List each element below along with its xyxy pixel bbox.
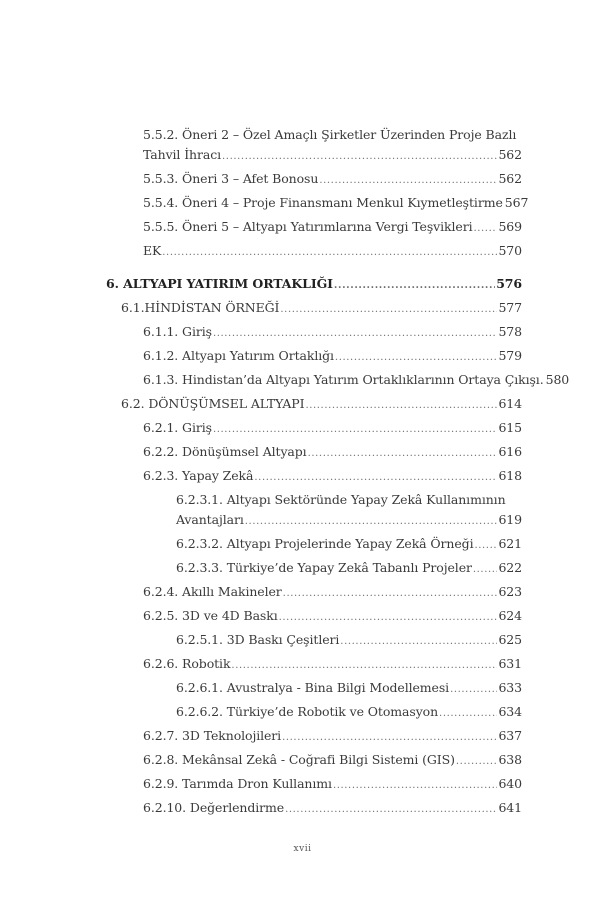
dot-leader (254, 470, 497, 486)
toc-entry-title: EK (143, 243, 162, 258)
toc-entry[interactable] (143, 420, 522, 438)
toc-entry-title: 6.2.4. Akıllı Makineler (143, 584, 282, 599)
toc-entry[interactable] (176, 704, 522, 722)
dot-leader (474, 538, 497, 554)
toc-entry-page: 580 (545, 372, 570, 387)
toc-entry-title-line1: 5.5.2. Öneri 2 – Özel Amaçlı Şirketler Üzerinden Proje Bazlı (143, 127, 517, 142)
toc-entry-title: 5.5.5. Öneri 5 – Altyapı Yatırımlarına Vergi Teşvikleri (143, 219, 473, 234)
toc-entry[interactable] (143, 584, 522, 602)
dot-leader (319, 173, 497, 189)
dot-leader (222, 149, 497, 165)
toc-entry[interactable] (143, 656, 522, 674)
dot-leader (213, 326, 498, 342)
toc-entry[interactable] (106, 276, 522, 294)
toc-entry-title-line1: 6.2.3.1. Altyapı Sektöründe Yapay Zekâ Kullanımının (176, 492, 506, 507)
page-number: xvii (293, 844, 312, 854)
dot-leader (333, 778, 498, 794)
toc-entry-page: 637 (498, 728, 522, 743)
dot-leader (439, 706, 497, 722)
toc-entry[interactable] (143, 468, 522, 486)
toc-entry-title: 6.2.6.2. Türkiye’de Robotik ve Otomasyon (176, 704, 439, 719)
dot-leader (245, 514, 498, 530)
dot-leader (473, 221, 497, 237)
toc-entry[interactable] (176, 492, 522, 530)
toc-entry[interactable] (176, 536, 522, 554)
toc-entry-title: 6.2.7. 3D Teknolojileri (143, 728, 282, 743)
toc-entry-page: 625 (498, 632, 522, 647)
toc-entry[interactable] (143, 348, 522, 366)
toc-entry-title: 6.2.6.1. Avustralya - Bina Bilgi Modellemesi (176, 680, 450, 695)
toc-entry[interactable] (143, 195, 529, 213)
toc-entry-page: 562 (498, 147, 522, 162)
toc-entry[interactable] (143, 444, 522, 462)
dot-leader (213, 422, 498, 438)
dot-leader (450, 682, 497, 698)
toc-entry-page: 562 (498, 171, 522, 186)
toc-entry-page: 618 (498, 468, 522, 483)
toc-entry[interactable] (176, 560, 522, 578)
toc-entry-page: 567 (504, 195, 529, 210)
toc-entry-page: 579 (498, 348, 522, 363)
toc-entry-title: 6.1.2. Altyapı Yatırım Ortaklığı (143, 348, 334, 363)
toc-entry-title: 6.2.2. Dönüşümsel Altyapı (143, 444, 307, 459)
toc-entry-title: 6.2.9. Tarımda Dron Kullanımı (143, 776, 332, 791)
toc-entry-title: 6.2.3. Yapay Zekâ (143, 468, 254, 483)
toc-entry-page: 578 (498, 324, 522, 339)
dot-leader (285, 802, 497, 818)
toc-entry[interactable] (143, 728, 522, 746)
dot-leader (305, 398, 497, 414)
dot-leader (282, 730, 497, 746)
toc-entry-page: 616 (498, 444, 522, 459)
toc-entry-title: 6.2.5.1. 3D Baskı Çeşitleri (176, 632, 340, 647)
toc-entry-page: 569 (498, 219, 522, 234)
toc-entry[interactable] (143, 372, 570, 390)
toc-entry-title: 6.2.3.2. Altyapı Projelerinde Yapay Zekâ Örneği (176, 536, 474, 551)
dot-leader (279, 610, 498, 626)
toc-entry-page: 621 (498, 536, 522, 551)
toc-entry[interactable] (176, 632, 522, 650)
toc-entry-title: 6.2.1. Giriş (143, 420, 212, 435)
toc-entry[interactable] (121, 396, 522, 414)
toc-entry[interactable] (121, 300, 522, 318)
dot-leader (308, 446, 498, 462)
toc-entry[interactable] (143, 219, 522, 237)
dot-leader (340, 634, 497, 650)
toc-entry-title: 6.2.6. Robotik (143, 656, 231, 671)
toc-entry-title: Avantajları (176, 512, 244, 527)
toc-entry[interactable] (143, 243, 522, 261)
toc-entry-page: 614 (498, 396, 522, 411)
toc-entry-page: 577 (498, 300, 522, 315)
toc-entry[interactable] (143, 127, 522, 165)
toc-entry-title: 6.2. DÖNÜŞÜMSEL ALTYAPI (121, 396, 305, 411)
dot-leader (283, 586, 498, 602)
toc-entry-page: 570 (498, 243, 522, 258)
toc-entry-page: 634 (498, 704, 522, 719)
toc-entry-page: 576 (496, 276, 522, 291)
toc-entry-page: 622 (498, 560, 522, 575)
dot-leader (473, 562, 498, 578)
toc-entry-title: 6.2.3.3. Türkiye’de Yapay Zekâ Tabanlı Projeler (176, 560, 472, 575)
dot-leader (334, 278, 495, 294)
dot-leader (280, 302, 497, 318)
toc-entry-page: 615 (498, 420, 522, 435)
toc-entry-title: 6.2.8. Mekânsal Zekâ - Coğrafi Bilgi Sistemi (GIS) (143, 752, 455, 767)
toc-entry[interactable] (143, 324, 522, 342)
toc-entry-title: 5.5.4. Öneri 4 – Proje Finansmanı Menkul Kıymetleştirme (143, 195, 503, 210)
dot-leader (335, 350, 498, 366)
toc-entry[interactable] (143, 608, 522, 626)
toc-entry-title: 6.2.5. 3D ve 4D Baskı (143, 608, 278, 623)
toc-entry-page: 623 (498, 584, 522, 599)
toc-entry-title: 6. ALTYAPI YATIRIM ORTAKLIĞI (106, 276, 333, 291)
toc-entry[interactable] (143, 800, 522, 818)
dot-leader (162, 245, 497, 261)
dot-leader (456, 754, 498, 770)
toc-entry-page: 619 (498, 512, 522, 527)
toc-entry-title: 6.2.10. Değerlendirme (143, 800, 285, 815)
toc-entry-title: 5.5.3. Öneri 3 – Afet Bonosu (143, 171, 319, 186)
dot-leader (231, 658, 497, 674)
toc-entry[interactable] (176, 680, 522, 698)
toc-entry-page: 640 (498, 776, 522, 791)
toc-entry[interactable] (143, 752, 522, 770)
toc-entry-title: 6.1.1. Giriş (143, 324, 212, 339)
toc-entry-page: 641 (498, 800, 522, 815)
toc-entry-title: 6.1.HİNDİSTAN ÖRNEĞİ (121, 300, 280, 315)
toc-entry-page: 638 (498, 752, 522, 767)
toc-entry-title: Tahvil İhracı (143, 147, 222, 162)
toc-entry-page: 633 (498, 680, 522, 695)
toc-entry[interactable] (143, 776, 522, 794)
toc-entry-page: 624 (498, 608, 522, 623)
toc-entry[interactable] (143, 171, 522, 189)
toc-entry-title: 6.1.3. Hindistan’da Altyapı Yatırım Ortaklıklarının Ortaya Çıkışı. (143, 372, 544, 387)
toc-entry-page: 631 (498, 656, 522, 671)
